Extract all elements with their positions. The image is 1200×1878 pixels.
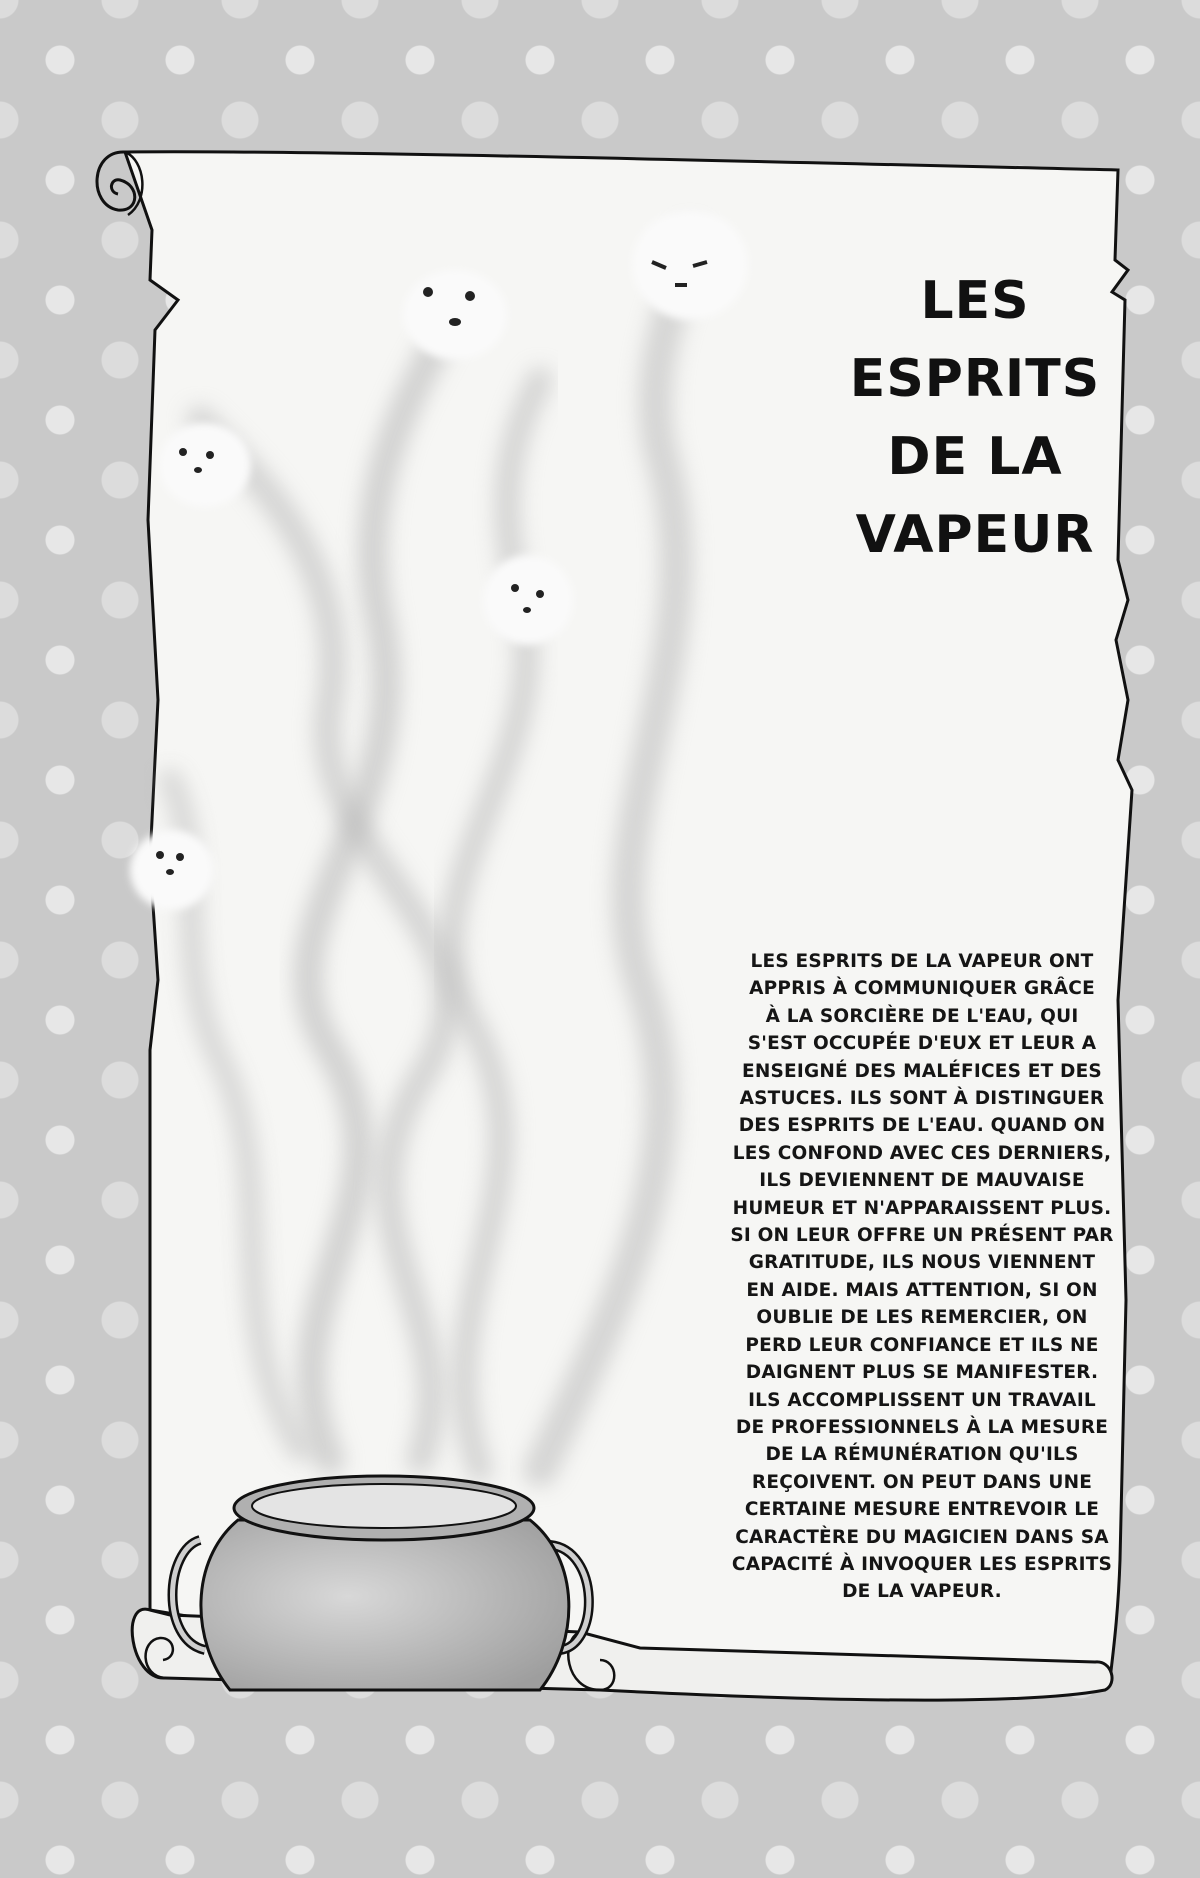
ghost-top-right	[632, 210, 748, 320]
title-line: ESPRITS	[849, 349, 1101, 409]
text-line: APPRIS À COMMUNIQUER GRÂCE	[749, 978, 1095, 1000]
text-line: REÇOIVENT. ON PEUT DANS UNE	[751, 1471, 1093, 1493]
page-title	[840, 262, 1110, 574]
text-line: ILS DEVIENNENT DE MAUVAISE	[759, 1170, 1085, 1192]
text-line: À LA SORCIÈRE DE L'EAU, QUI	[765, 1005, 1079, 1027]
text-line: PERD LEUR CONFIANCE ET ILS NE	[745, 1334, 1099, 1356]
ghost-top-center	[403, 270, 507, 360]
text-line: ASTUCES. ILS SONT À DISTINGUER	[739, 1088, 1105, 1110]
title-line: DE LA	[887, 427, 1063, 487]
text-line: ILS ACCOMPLISSENT UN TRAVAIL	[748, 1389, 1096, 1411]
text-line: SI ON LEUR OFFRE UN PRÉSENT PAR	[730, 1225, 1114, 1247]
cauldron	[173, 1476, 589, 1690]
ghost-middle	[483, 555, 573, 645]
text-line: CARACTÈRE DU MAGICIEN DANS SA	[735, 1526, 1109, 1548]
text-line: S'EST OCCUPÉE D'EUX ET LEUR A	[747, 1033, 1097, 1055]
text-line: DAIGNENT PLUS SE MANIFESTER.	[745, 1362, 1099, 1384]
text-line: CERTAINE MESURE ENTREVOIR LE	[744, 1499, 1100, 1521]
text-line: ENSEIGNÉ DES MALÉFICES ET DES	[742, 1060, 1102, 1082]
text-line: EN AIDE. MAIS ATTENTION, SI ON	[746, 1279, 1098, 1301]
description-text	[712, 948, 1132, 1606]
text-line: DE LA RÉMUNÉRATION QU'ILS	[765, 1444, 1079, 1466]
text-line: CAPACITÉ À INVOQUER LES ESPRITS	[731, 1553, 1113, 1575]
text-line: GRATITUDE, ILS NOUS VIENNENT	[748, 1252, 1096, 1274]
text-line: DE PROFESSIONNELS À LA MESURE	[735, 1416, 1109, 1438]
text-line: LES ESPRITS DE LA VAPEUR ONT	[750, 951, 1094, 972]
title-line: LES	[920, 271, 1030, 331]
text-line: DES ESPRITS DE L'EAU. QUAND ON	[738, 1115, 1106, 1137]
text-line: LES CONFOND AVEC CES DERNIERS,	[732, 1142, 1112, 1164]
text-line: HUMEUR ET N'APPARAISSENT PLUS.	[732, 1197, 1112, 1219]
ghost-lower-left	[130, 830, 214, 910]
title-line: VAPEUR	[855, 505, 1095, 565]
text-line: OUBLIE DE LES REMERCIER, ON	[756, 1307, 1088, 1329]
text-line: DE LA VAPEUR.	[842, 1581, 1002, 1603]
ghost-left	[159, 423, 251, 507]
